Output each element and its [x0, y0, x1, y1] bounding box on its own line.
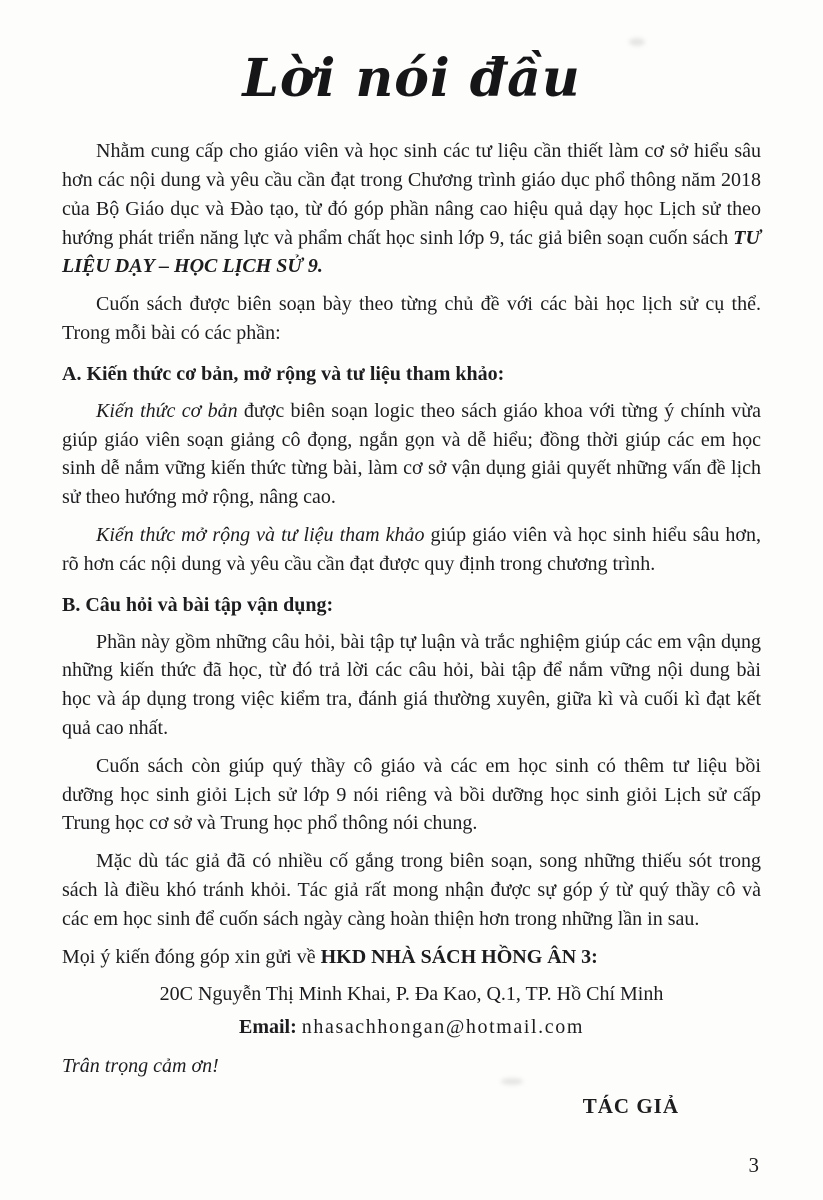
- section-term: Kiến thức mở rộng và tư liệu tham khảo: [96, 523, 425, 546]
- address-line: 20C Nguyễn Thị Minh Khai, P. Đa Kao, Q.1, TP. Hồ Chí Minh: [159, 983, 664, 1006]
- paragraph-text: Mọi ý kiến đóng góp xin gửi về: [62, 945, 321, 968]
- author-signature: TÁC GIẢ: [582, 1094, 679, 1119]
- paragraph-extended-knowledge: [62, 521, 761, 579]
- section-heading-a: A. Kiến thức cơ bản, mở rộng và tư liệu tham khảo:: [62, 362, 505, 385]
- paragraph-apology: Mặc dù tác giả đã có nhiều cố gắng trong biên soạn, song những thiếu sót trong sách là điều khó tránh khỏi. Tác giả rất mong nhận được sự góp ý từ quý thầy cô và các em học sinh để cuốn sách ngày càng hoàn thiện hơn trong những lần in sau.: [62, 850, 761, 930]
- paragraph-core-knowledge: [62, 397, 761, 512]
- scan-artifact: [501, 1078, 523, 1085]
- paragraph-intro: [62, 137, 761, 281]
- publisher-name: HKD NHÀ SÁCH HỒNG ÂN 3:: [320, 945, 598, 968]
- section-heading-b: B. Câu hỏi và bài tập vận dụng:: [62, 593, 334, 616]
- book-title: TƯ LIỆU DẠY – HỌC LỊCH SỬ 9.: [62, 226, 761, 278]
- scan-artifact: [629, 38, 645, 46]
- paragraph-feedback: [62, 943, 761, 972]
- page-number: 3: [748, 1153, 759, 1177]
- section-term: Kiến thức cơ bản: [96, 399, 238, 422]
- paragraph-text: giúp giáo viên và học sinh hiểu sâu hơn, rõ hơn các nội dung và yêu cầu cần đạt được quy định trong chương trình.: [62, 523, 761, 575]
- paragraph-enrichment: Cuốn sách còn giúp quý thầy cô giáo và các em học sinh có thêm tư liệu bồi dưỡng học sinh giỏi Lịch sử lớp 9 nói riêng và bồi dưỡng học sinh giỏi Lịch sử cấp Trung học cơ sở và Trung học phổ thông nói chung.: [62, 754, 761, 835]
- paragraph-overview: Cuốn sách được biên soạn bày theo từng chủ đề với các bài học lịch sử cụ thể. Trong mỗi bài có các phần:: [62, 293, 761, 344]
- email-value: nhasachhongan@hotmail.com: [301, 1015, 585, 1038]
- paragraph-text: được biên soạn logic theo sách giáo khoa với từng ý chính vừa giúp giáo viên soạn giảng cô đọng, ngắn gọn và dễ hiểu; đồng thời giúp các em học sinh dễ nắm vững kiến thức từng bài, làm cơ sở vận dụng giải quyết những vấn đề lịch sử theo hướng mở rộng, nâng cao.: [62, 399, 761, 509]
- email-label: Email:: [238, 1015, 297, 1038]
- page-title: Lời nói đầu: [242, 48, 581, 109]
- closing-line: Trân trọng cảm ơn!: [62, 1055, 219, 1078]
- email-line: [62, 1013, 761, 1041]
- paragraph-text: Nhằm cung cấp cho giáo viên và học sinh các tư liệu cần thiết làm cơ sở hiểu sâu hơn các nội dung và yêu cầu cần đạt trong Chương trình giáo dục phổ thông năm 2018 của Bộ Giáo dục và Đào tạo, từ đó góp phần nâng cao hiệu quả dạy học Lịch sử theo hướng phát triển năng lực và phẩm chất học sinh lớp 9, tác giả biên soạn cuốn sách: [62, 140, 761, 249]
- paragraph-exercises: Phần này gồm những câu hỏi, bài tập tự luận và trắc nghiệm giúp các em vận dụng những kiến thức đã học, từ đó trả lời các câu hỏi, bài tập để nắm vững nội dung bài học và áp dụng trong việc kiểm tra, đánh giá thường xuyên, giữa kì và cuối kì đạt kết quả cao nhất.: [62, 630, 761, 739]
